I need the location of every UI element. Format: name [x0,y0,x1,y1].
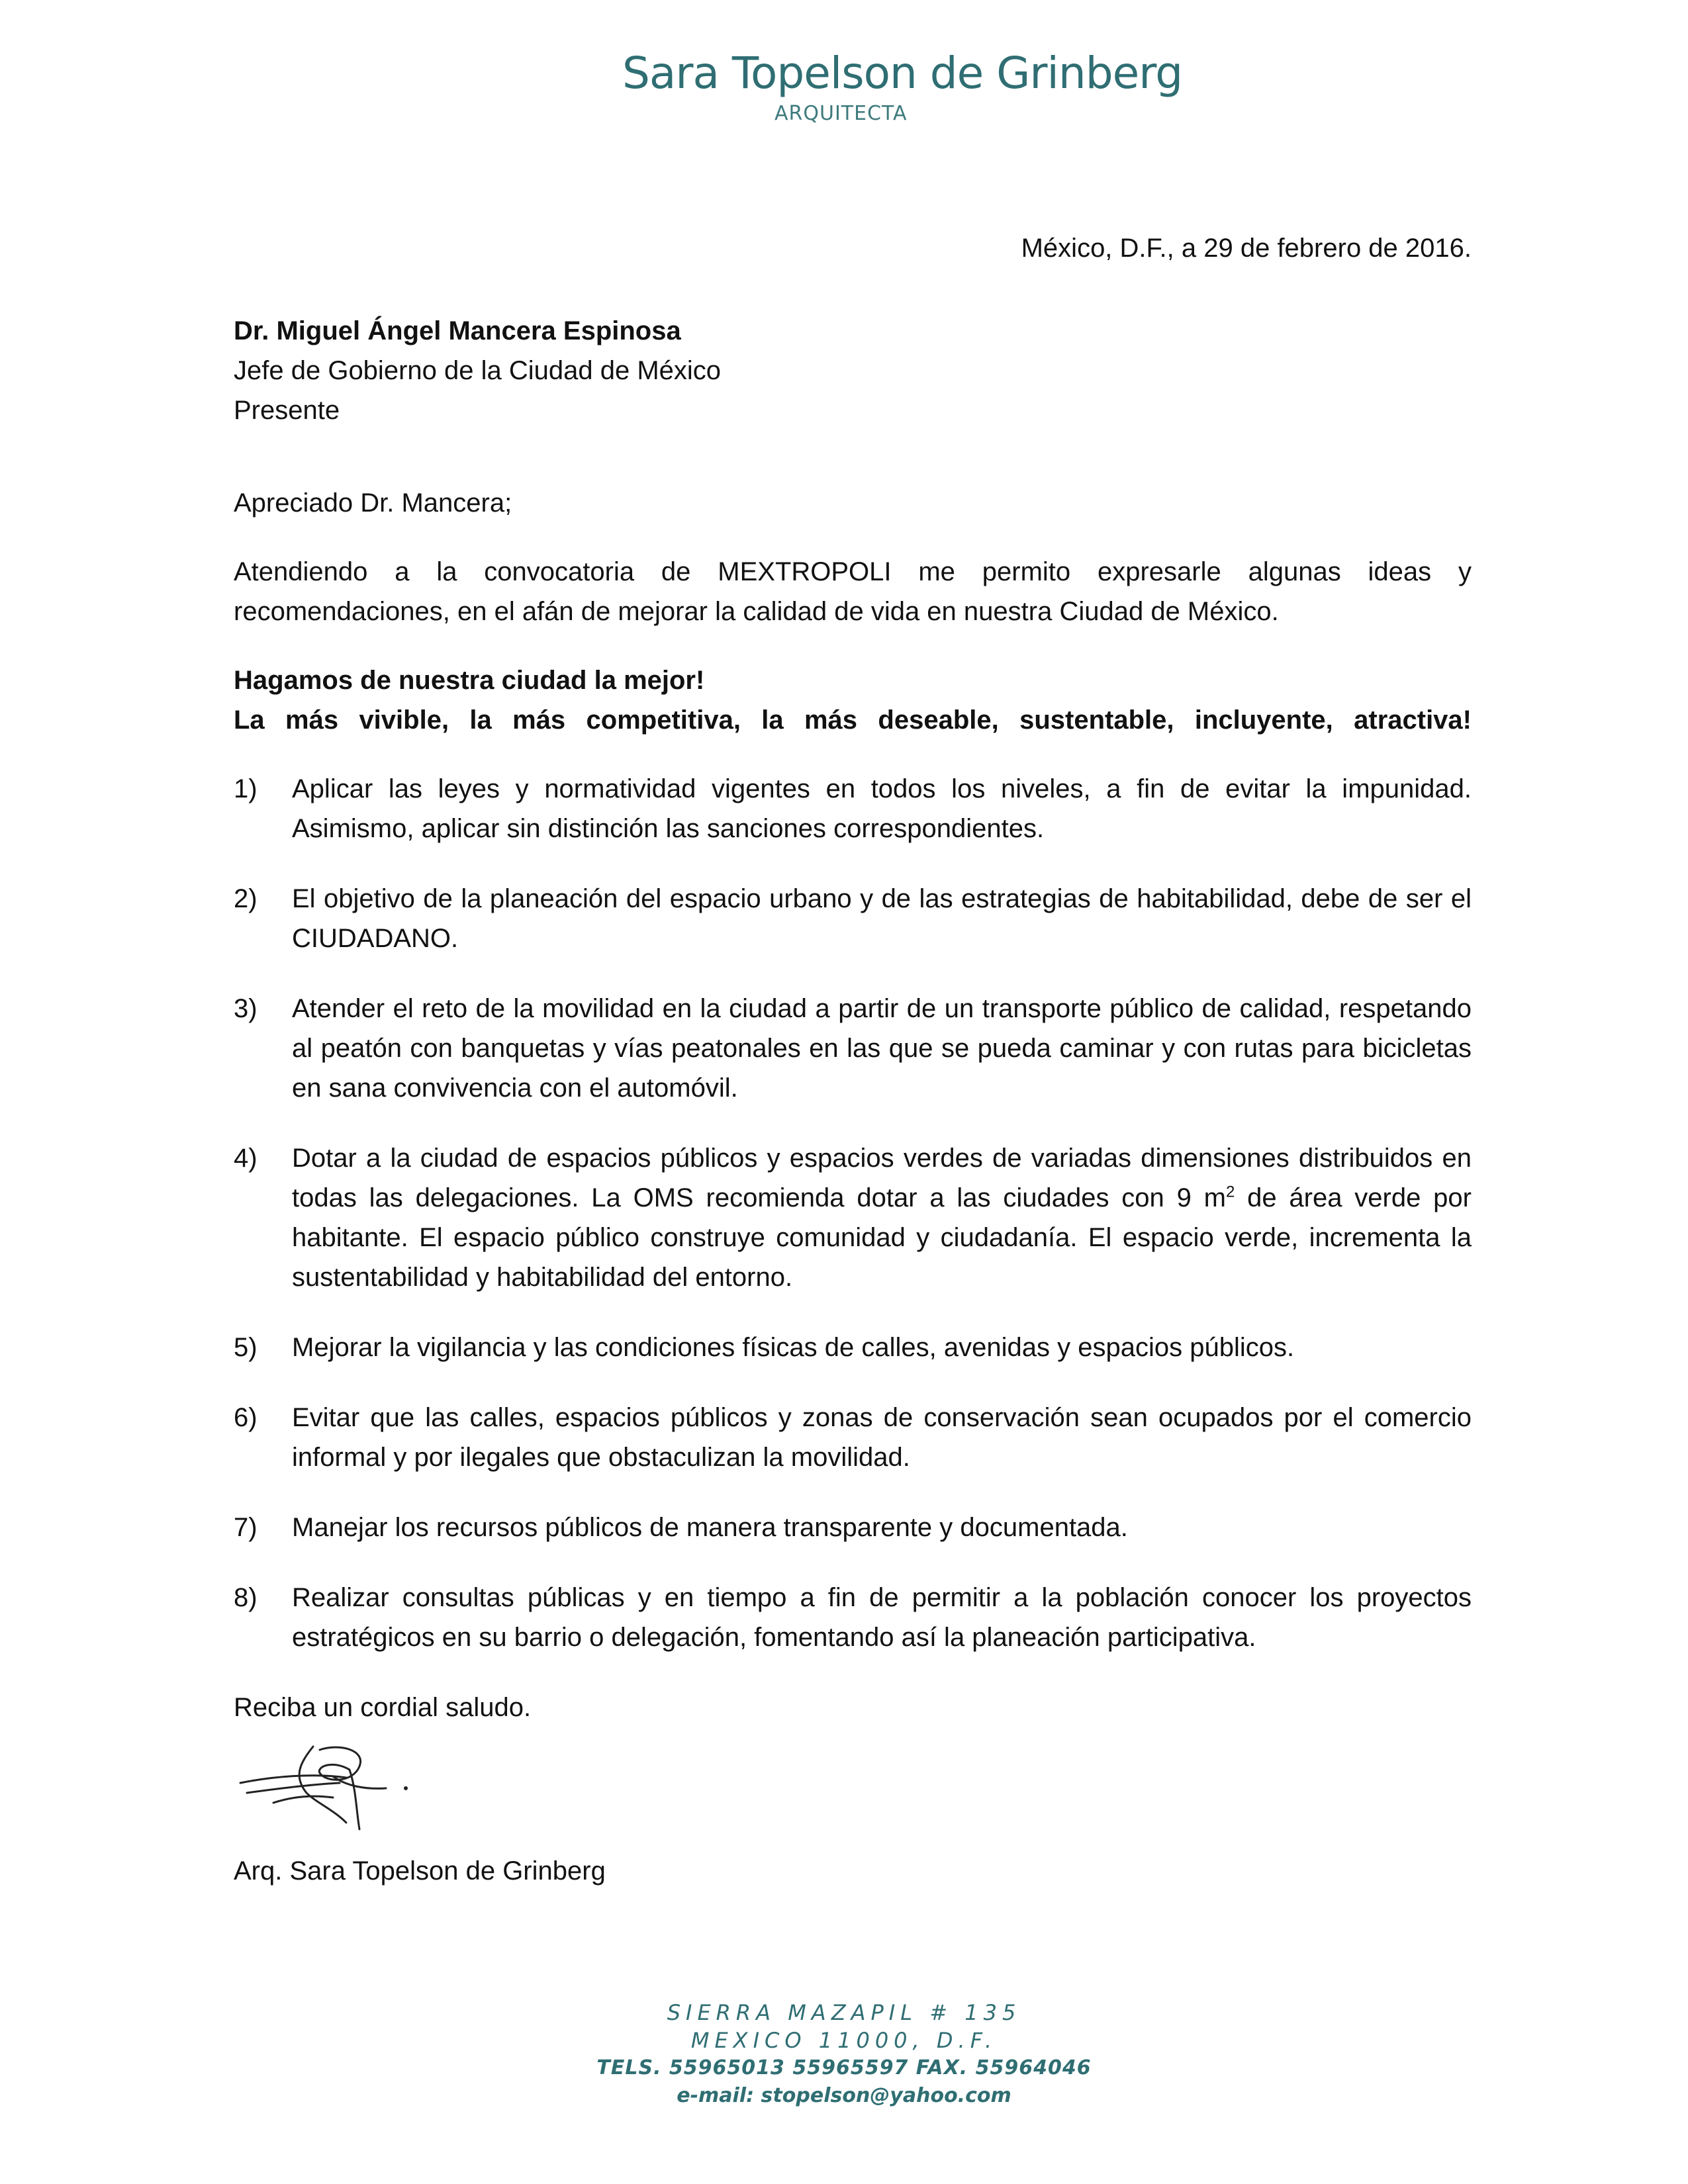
list-item-number: 5) [234,1333,258,1362]
list-item-number: 6) [234,1403,258,1432]
list-item [234,1138,1472,1297]
list-item-text-before: Dotar a la ciudad de espacios públicos y espacios verdes de variadas dimensiones distribuidos en todas las delegaciones. La OMS recomienda dotar a las ciudades con 9 m [292,1144,1472,1212]
recipient-name: Dr. Miguel Ángel Mancera Espinosa [234,316,681,345]
footer-phones: TELS. 55965013 55965597 FAX. 55964046 [596,2056,1092,2079]
letter-body [234,311,1472,1891]
closing: Reciba un cordial saludo. [234,1693,532,1722]
slogan-line-1: Hagamos de nuestra ciudad la mejor! [234,666,705,695]
list-item [234,1578,1472,1657]
footer-address-line-1: SIERRA MAZAPIL # 135 [667,2000,1021,2025]
slogan-line-2: La más vivible, la más competitiva, la más deseable, sustentable, incluyente, atractiva! [234,705,1472,735]
list-item-text: Manejar los recursos públicos de manera transparente y documentada. [292,1513,1128,1542]
footer-email: e-mail: stopelson@yahoo.com [677,2084,1011,2107]
signature-image [234,1737,419,1836]
list-item-text: Evitar que las calles, espacios públicos y zonas de conservación sean ocupados por el comercio informal y por ilegales que obstaculizan la movilidad. [292,1403,1472,1472]
list-item [234,989,1472,1108]
list-item-number: 8) [234,1583,258,1612]
list-item-number: 1) [234,774,258,803]
list-item [234,769,1472,848]
footer [0,1999,1688,2110]
slogan [234,660,1472,740]
list-item [234,1508,1472,1547]
list-item-text: Mejorar la vigilancia y las condiciones físicas de calles, avenidas y espacios públicos. [292,1333,1295,1362]
superscript: 2 [1225,1183,1235,1201]
recipient-position: Jefe de Gobierno de la Ciudad de México [234,356,722,385]
list-item-number: 3) [234,994,258,1023]
intro-paragraph: Atendiendo a la convocatoria de MEXTROPOLI me permito expresarle algunas ideas y recomendaciones, en el afán de mejorar la calidad de vida en nuestra Ciudad de México. [234,557,1472,626]
list-item [234,1328,1472,1367]
list-item-text: El objetivo de la planeación del espacio urbano y de las estrategias de habitabilidad, debe de ser el CIUDADANO. [292,884,1472,953]
list-item-number: 4) [234,1144,258,1173]
list-item-text-after: de área verde por habitante. El espacio público construye comunidad y ciudadanía. El espacio verde, incrementa la sustentabilidad y habitabilidad del entorno. [292,1183,1472,1292]
letter-date: México, D.F., a 29 de febrero de 2016. [1021,234,1472,263]
letterhead-title: ARQUITECTA [774,102,908,125]
salutation: Apreciado Dr. Mancera; [234,488,512,518]
recommendations-list [234,769,1472,1657]
list-item-text: Atender el reto de la movilidad en la ciudad a partir de un transporte público de calidad, respetando al peatón con banquetas y vías peatonales en las que se pueda caminar y con rutas para bicicletas en sana convivencia con el automóvil. [292,994,1472,1103]
list-item-number: 7) [234,1513,258,1542]
signer-name: Arq. Sara Topelson de Grinberg [234,1856,606,1886]
list-item-text: Realizar consultas públicas y en tiempo a fin de permitir a la población conocer los proyectos estratégicos en su barrio o delegación, fomentando así la planeación participativa. [292,1583,1472,1652]
list-item [234,879,1472,958]
list-item-number: 2) [234,884,258,913]
letterhead-name: Sara Topelson de Grinberg [622,48,1183,99]
recipient-block [234,311,1472,430]
list-item [234,1398,1472,1477]
footer-address-line-2: MEXICO 11000, D.F. [690,2028,998,2053]
recipient-presente: Presente [234,396,340,425]
list-item-text: Aplicar las leyes y normatividad vigentes en todos los niveles, a fin de evitar la impunidad. Asimismo, aplicar sin distinción las sanciones correspondientes. [292,774,1472,843]
